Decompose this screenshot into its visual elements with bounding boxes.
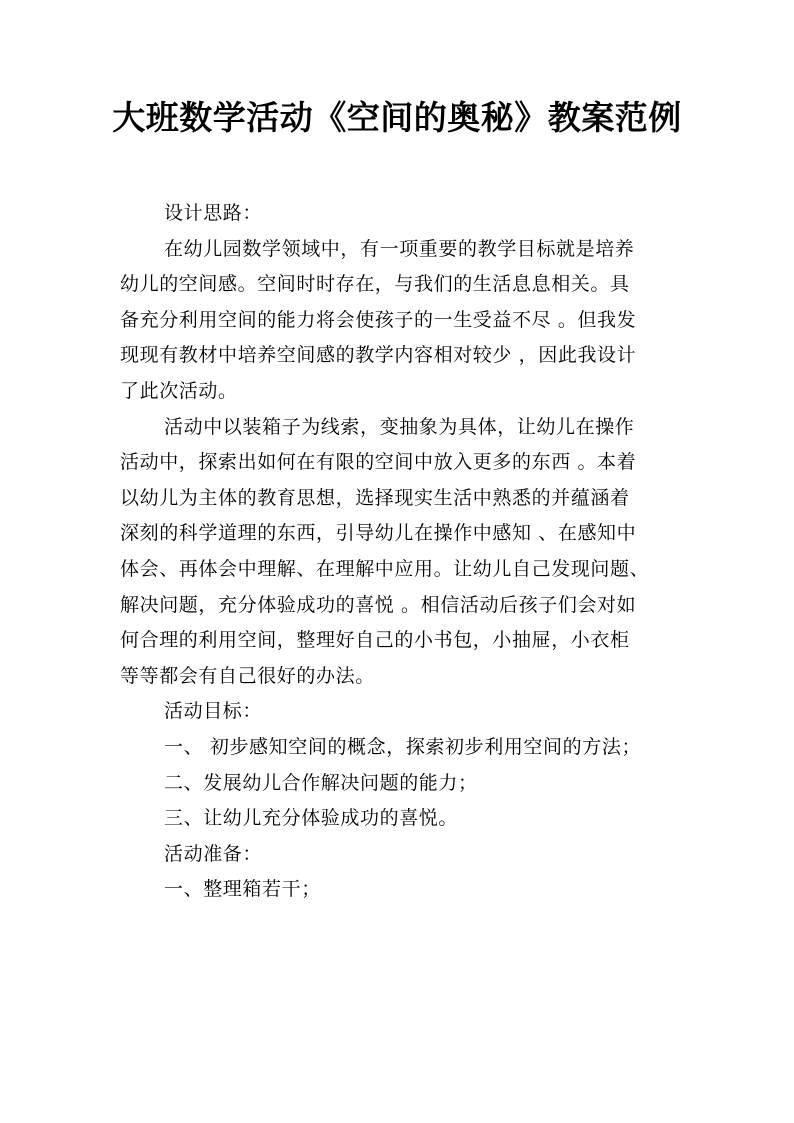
- text-line: 在幼儿园数学领域中，有一项重要的教学目标就是培养: [164, 237, 635, 260]
- text-line: 何合理的利用空间，整理好自己的小书包，小抽屉，小衣柜: [120, 629, 630, 652]
- text-line: 一、整理箱若干；: [164, 878, 321, 901]
- text-line: 现现有教材中培养空间感的教学内容相对较少 ，因此我设计: [120, 344, 637, 367]
- text-line: 活动中，探索出如何在有限的空间中放入更多的东西 。本着: [120, 451, 637, 474]
- document-body: [120, 196, 676, 908]
- text-line: 以幼儿为主体的教育思想，选择现实生活中熟悉的并蕴涵着: [120, 486, 630, 509]
- text-line: 活动目标：: [164, 700, 263, 723]
- text-line: 解决问题，充分体验成功的喜悦 。相信活动后孩子们会对如: [120, 593, 637, 616]
- text-line: 备充分利用空间的能力将会使孩子的一生受益不尽 。但我发: [120, 308, 637, 331]
- text-line: 设计思路：: [164, 202, 263, 224]
- text-line: 活动中以装箱子为线索，变抽象为具体，让幼儿在操作: [164, 415, 635, 438]
- text-line: 二、发展幼儿合作解决问题的能力；: [164, 771, 478, 794]
- text-line: 活动准备：: [164, 842, 263, 865]
- text-line: 体会、再体会中理解、在理解中应用。让幼儿自己发现问题、: [120, 557, 650, 580]
- document-title: 大班数学活动《空间的奥秘》教案范例: [112, 98, 682, 137]
- text-line: 一、 初步感知空间的概念，探索初步利用空间的方法；: [164, 735, 642, 758]
- text-line: 三、让幼儿充分体验成功的喜悦。: [164, 807, 459, 830]
- text-line: 等等都会有自己很好的办法。: [120, 664, 375, 687]
- text-line: 深刻的科学道理的东西，引导幼儿在操作中感知 、在感知中: [120, 522, 637, 545]
- text-line: 幼儿的空间感。空间时时存在，与我们的生活息息相关。具: [120, 273, 630, 296]
- text-line: 了此次活动。: [120, 379, 238, 402]
